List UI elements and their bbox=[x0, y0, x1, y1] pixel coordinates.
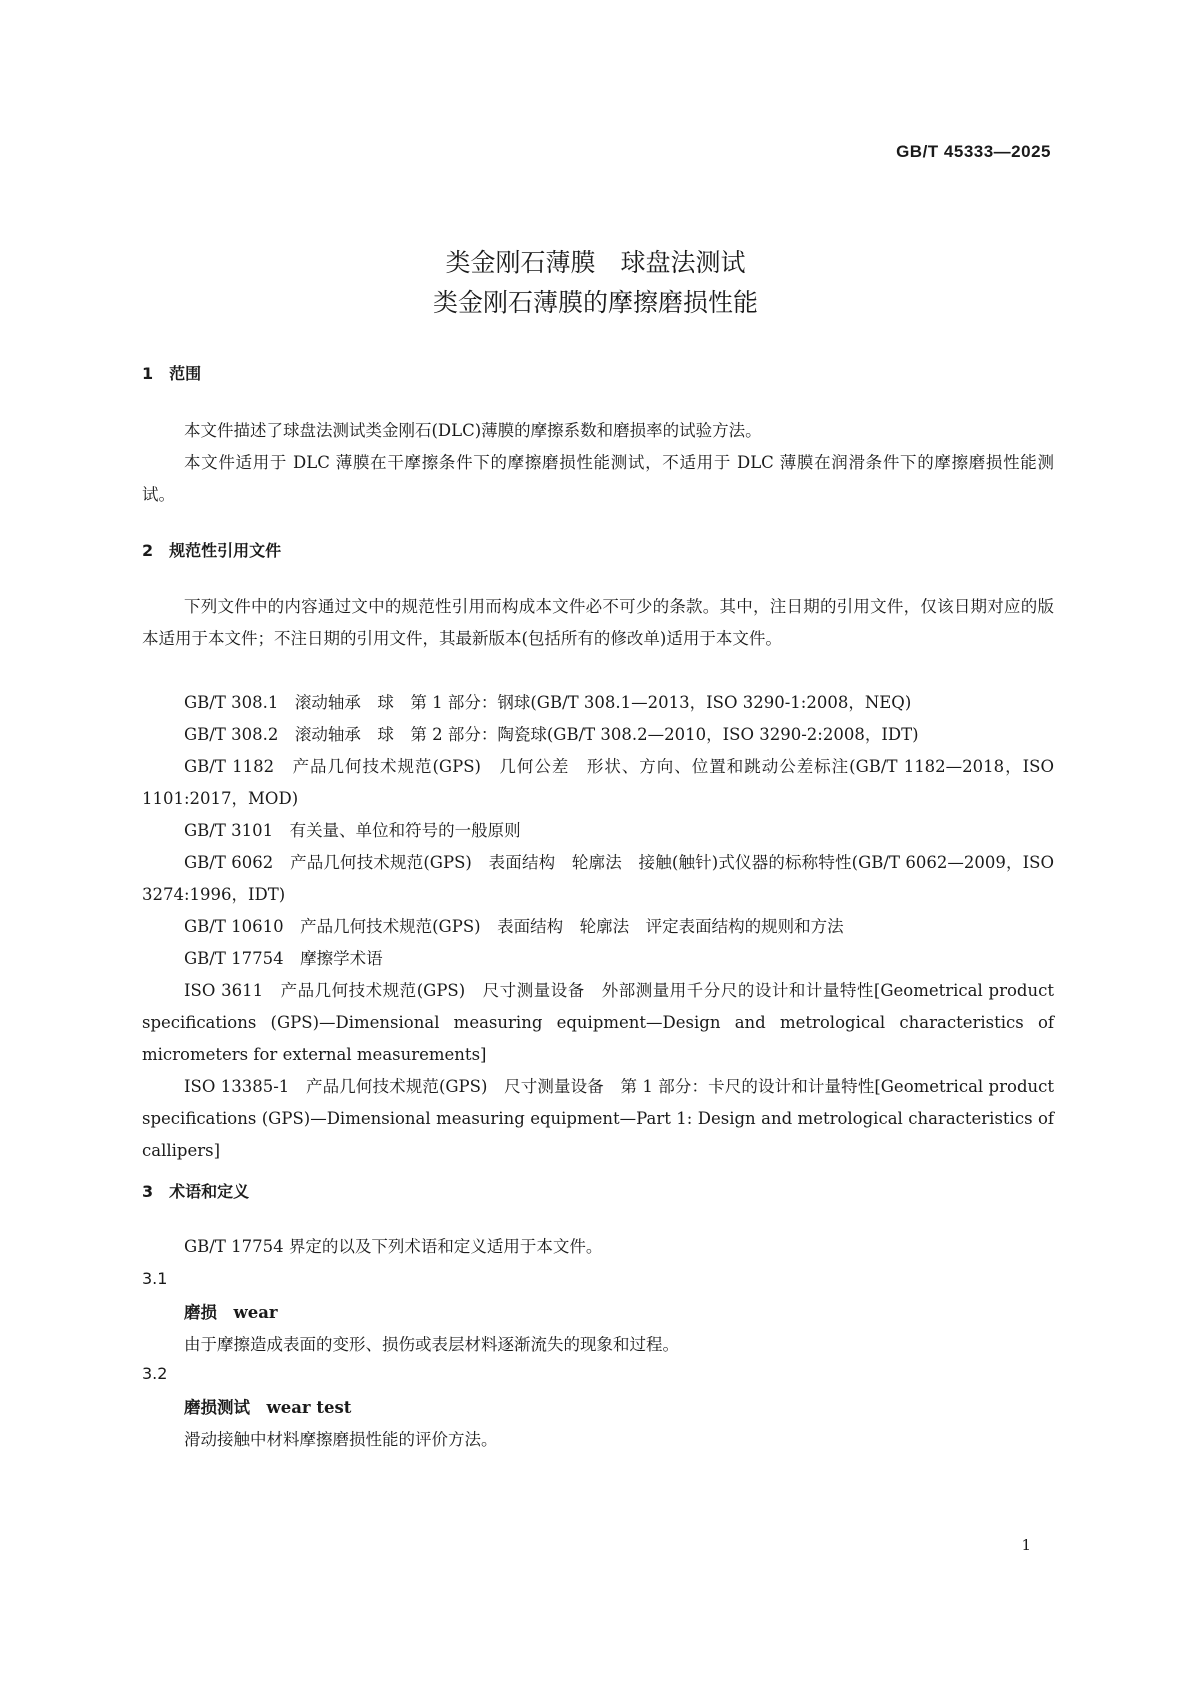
reference-item: GB/T 1182 产品几何技术规范(GPS) 几何公差 形状、方向、位置和跳动公差标注(GB/T 1182—2018，ISO 1101:2017，MOD) bbox=[142, 757, 1054, 808]
reference-item: ISO 3611 产品几何技术规范(GPS) 尺寸测量设备 外部测量用千分尺的设计和计量特性[Geometrical product specifications (GPS)—Dimensional measuring equipment—Design and metrological characteristics of micrometers for external measurements] bbox=[142, 981, 1054, 1064]
term-definition: 由于摩擦造成表面的变形、损伤或表层材料逐渐流失的现象和过程。 bbox=[184, 1335, 679, 1354]
term-number: 3.1 bbox=[142, 1269, 168, 1288]
term-title: 磨损测试 wear test bbox=[184, 1398, 352, 1417]
paragraph: 本文件适用于 DLC 薄膜在干摩擦条件下的摩擦磨损性能测试，不适用于 DLC 薄膜在润滑条件下的摩擦磨损性能测试。 bbox=[142, 453, 1054, 504]
reference-item: ISO 13385-1 产品几何技术规范(GPS) 尺寸测量设备 第 1 部分：卡尺的设计和计量特性[Geometrical product specifications (GPS)—Dimensional measuring equipment—Part 1: Design and metrological characteristics of callipers] bbox=[142, 1077, 1054, 1160]
document-title bbox=[0, 243, 1191, 323]
section-heading-terms: 3 术语和定义 bbox=[142, 1182, 250, 1201]
paragraph: GB/T 17754 界定的以及下列术语和定义适用于本文件。 bbox=[184, 1237, 603, 1256]
paragraph: 本文件描述了球盘法测试类金刚石(DLC)薄膜的摩擦系数和磨损率的试验方法。 bbox=[184, 421, 762, 440]
reference-item: GB/T 3101 有关量、单位和符号的一般原则 bbox=[184, 821, 521, 840]
reference-item: GB/T 308.2 滚动轴承 球 第 2 部分：陶瓷球(GB/T 308.2—2010，ISO 3290-2:2008，IDT) bbox=[184, 725, 919, 744]
title-line-1: 类金刚石薄膜 球盘法测试 bbox=[445, 248, 746, 277]
page-number: 1 bbox=[1021, 1536, 1031, 1554]
term-number: 3.2 bbox=[142, 1364, 168, 1383]
section-heading-scope: 1 范围 bbox=[142, 364, 202, 383]
term-definition: 滑动接触中材料摩擦磨损性能的评价方法。 bbox=[184, 1430, 498, 1449]
reference-item: GB/T 10610 产品几何技术规范(GPS) 表面结构 轮廓法 评定表面结构的规则和方法 bbox=[184, 917, 844, 936]
document-code: GB/T 45333—2025 bbox=[896, 142, 1051, 161]
reference-item: GB/T 17754 摩擦学术语 bbox=[184, 949, 383, 968]
reference-item: GB/T 6062 产品几何技术规范(GPS) 表面结构 轮廓法 接触(触针)式仪器的标称特性(GB/T 6062—2009，ISO 3274:1996，IDT) bbox=[142, 853, 1054, 904]
term-title: 磨损 wear bbox=[184, 1303, 278, 1322]
reference-item: GB/T 308.1 滚动轴承 球 第 1 部分：钢球(GB/T 308.1—2013，ISO 3290-1:2008，NEQ) bbox=[184, 693, 912, 712]
paragraph: 下列文件中的内容通过文中的规范性引用而构成本文件必不可少的条款。其中，注日期的引用文件，仅该日期对应的版本适用于本文件；不注日期的引用文件，其最新版本(包括所有的修改单)适用于本文件。 bbox=[142, 597, 1054, 648]
title-line-2: 类金刚石薄膜的摩擦磨损性能 bbox=[432, 288, 758, 317]
section-heading-normative-references: 2 规范性引用文件 bbox=[142, 541, 282, 560]
